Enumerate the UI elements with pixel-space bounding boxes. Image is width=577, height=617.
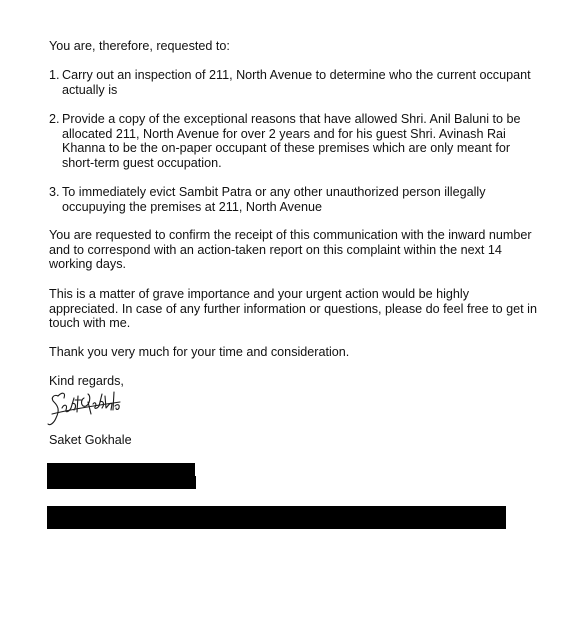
thanks-paragraph: Thank you very much for your time and consideration. bbox=[49, 345, 350, 359]
urgency-paragraph: This is a matter of grave importance and your urgent action would be highly appreciated. In case of any further information or questions, please do feel free to get in touch with me. bbox=[49, 287, 537, 331]
closing-text: Kind regards, bbox=[49, 374, 124, 388]
redaction-block bbox=[47, 506, 506, 520]
request-text: Provide a copy of the exceptional reasons that have allowed Shri. Anil Baluni to be allocated 211, North Avenue for over 2 years and for his guest Shri. Avinash Rai Khanna to be the on-paper occupant of these premises which are only meant for short-term guest occupation. bbox=[62, 112, 521, 170]
request-number: 1. bbox=[49, 68, 60, 82]
request-item-1 bbox=[49, 68, 539, 97]
handwritten-signature bbox=[44, 384, 124, 432]
redaction-block bbox=[47, 463, 195, 477]
request-text: To immediately evict Sambit Patra or any other unauthorized person illegally occupuying the premises at 211, North Avenue bbox=[62, 185, 486, 214]
signatory-name: Saket Gokhale bbox=[49, 433, 132, 447]
request-item-2 bbox=[49, 112, 539, 170]
redaction-block bbox=[47, 519, 506, 529]
request-item-3 bbox=[49, 185, 539, 214]
redaction-block bbox=[47, 476, 196, 489]
intro-text: You are, therefore, requested to: bbox=[49, 39, 230, 53]
confirmation-paragraph: You are requested to confirm the receipt of this communication with the inward number and to correspond with an action-taken report on this complaint within the next 14 working days. bbox=[49, 228, 532, 272]
request-number: 2. bbox=[49, 112, 60, 126]
request-text: Carry out an inspection of 211, North Avenue to determine who the current occupant actually is bbox=[62, 68, 531, 97]
request-number: 3. bbox=[49, 185, 60, 199]
